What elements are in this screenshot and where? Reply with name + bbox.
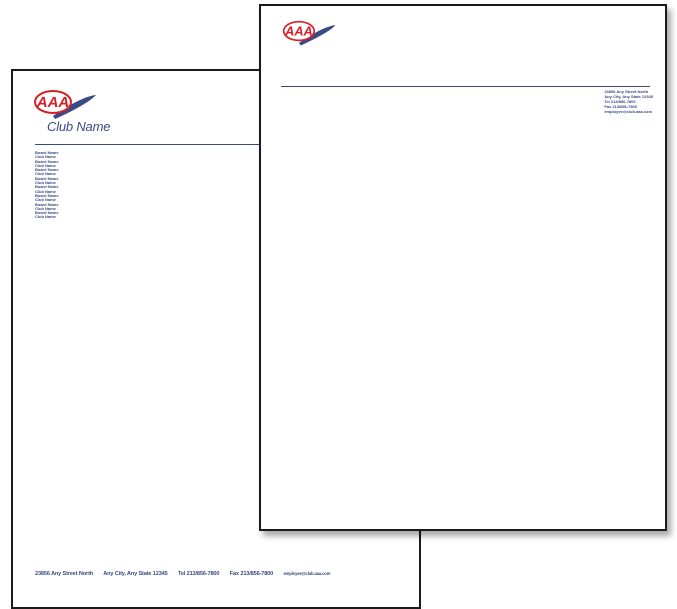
address-tel: Tel 213/856-7800 [604,99,636,104]
list-item: Board Name [35,192,59,198]
list-item: Club Name [35,205,56,211]
list-item: Board Name [35,158,59,164]
list-item: Board Name [35,201,59,207]
header-rule [281,86,650,87]
address-block [604,89,653,114]
list-item: Club Name [35,188,56,194]
list-item: Club Name [35,162,56,168]
list-item: Club Name [35,171,56,177]
footer-street: 23856 Any Street North [35,571,94,577]
list-item: Board Name [35,175,59,181]
footer-fax: Fax 213/856-7800 [229,571,274,577]
list-item: Board Name [35,150,59,155]
list-item: Board Name [35,184,59,190]
logo-letters: AAA [285,23,313,39]
list-item: Board Name [35,210,59,216]
footer-city: Any City, Any State 12345 [103,571,168,577]
footer-contact [35,571,330,577]
address-city: Any City, Any State 12345 [604,94,653,99]
address-street: 23856 Any Street North [604,89,649,94]
aaa-logo-mark [281,20,339,54]
club-name: Club Name [47,119,111,134]
board-list [35,151,59,220]
logo-letters: AAA [36,94,70,111]
footer-tel: Tel 213/856-7800 [178,571,220,577]
list-item: Club Name [35,214,56,220]
list-item: Club Name [35,180,56,186]
footer-email: employee@club.aaa.com [283,571,331,576]
list-item: Club Name [35,197,56,203]
aaa-logo [281,20,339,54]
list-item: Board Name [35,167,59,173]
address-email: employee@club.aaa.com [604,109,653,114]
header-rule [35,144,265,145]
list-item: Club Name [35,154,56,160]
letterhead-front-sheet [259,4,667,531]
address-fax: Fax 213/856-7800 [604,104,638,109]
